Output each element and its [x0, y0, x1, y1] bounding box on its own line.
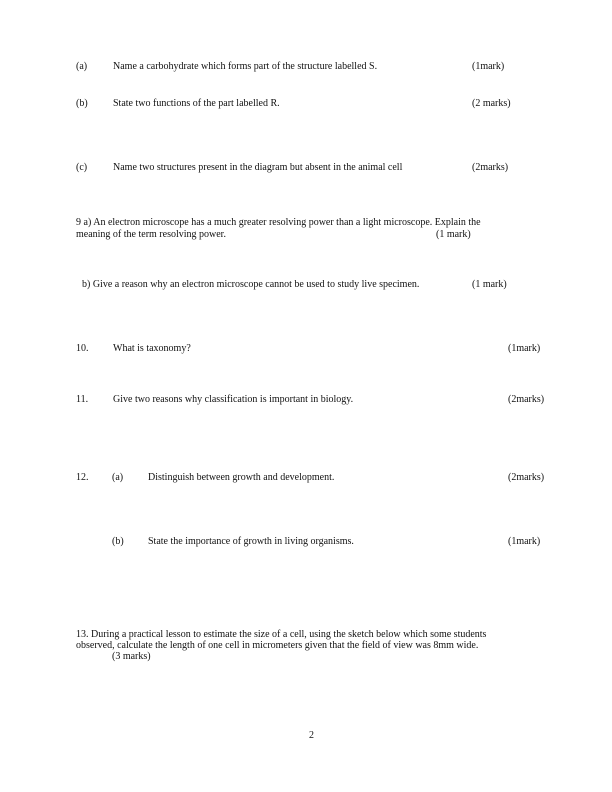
- question-text-line1: 9 a) An electron microscope has a much greater resolving power than a light microscope. Explain the: [76, 217, 481, 228]
- question-number: 10.: [76, 343, 89, 354]
- question-text-line1: 13. During a practical lesson to estimate the size of a cell, using the sketch below which some students: [76, 629, 487, 640]
- question-marks: (2marks): [472, 162, 509, 173]
- question-number: 11.: [76, 394, 89, 405]
- question-text: Give two reasons why classification is important in biology.: [113, 394, 354, 405]
- page-number: 2: [309, 730, 314, 741]
- question-label: (a): [76, 61, 88, 72]
- question-text: Name a carbohydrate which forms part of the structure labelled S.: [113, 61, 378, 72]
- question-text: State two functions of the part labelled R.: [113, 98, 280, 109]
- question-text: State the importance of growth in living organisms.: [148, 536, 354, 547]
- question-label: (c): [76, 162, 88, 173]
- question-label: (b): [112, 536, 124, 547]
- question-text-line2: meaning of the term resolving power.: [76, 229, 226, 240]
- question-text-line2: observed, calculate the length of one cell in micrometers given that the field of view was 8mm wide.: [76, 640, 479, 651]
- question-marks: (1 mark): [436, 229, 471, 240]
- question-marks: (1 mark): [472, 279, 507, 290]
- question-marks: (2marks): [508, 394, 545, 405]
- question-text: Distinguish between growth and development.: [148, 472, 335, 483]
- question-marks: (2 marks): [472, 98, 511, 109]
- question-marks: (1mark): [508, 343, 541, 354]
- question-text: b) Give a reason why an electron microscope cannot be used to study live specimen.: [82, 279, 420, 290]
- question-text: Name two structures present in the diagram but absent in the animal cell: [113, 162, 403, 173]
- question-marks: (1mark): [508, 536, 541, 547]
- question-label: (b): [76, 98, 88, 109]
- question-number: 12.: [76, 472, 89, 483]
- question-marks: (3 marks): [112, 651, 151, 662]
- question-label: (a): [112, 472, 124, 483]
- question-marks: (1mark): [472, 61, 505, 72]
- question-text: What is taxonomy?: [113, 343, 191, 354]
- question-marks: (2marks): [508, 472, 545, 483]
